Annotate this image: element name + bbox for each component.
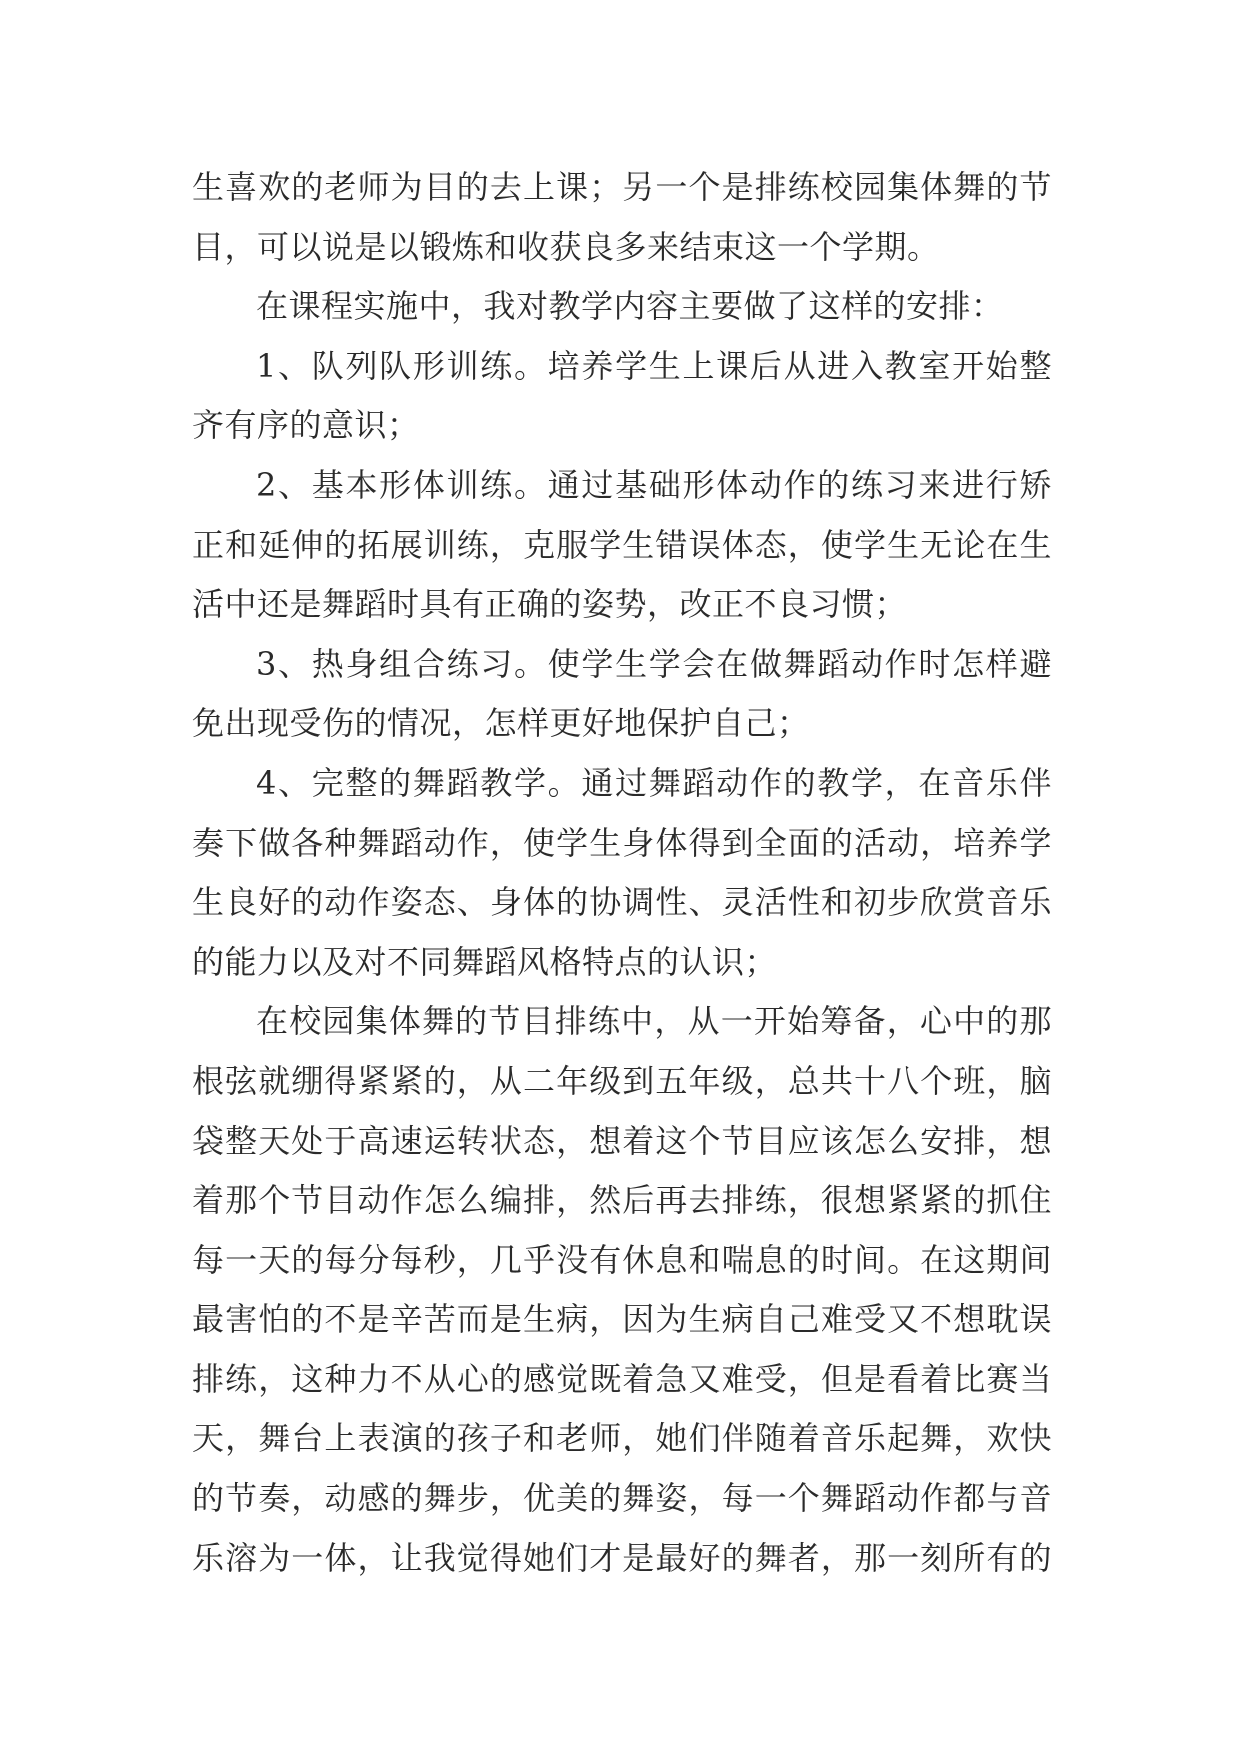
text-line: 生良好的动作姿态、身体的协调性、灵活性和初步欣赏音乐 (192, 883, 1052, 922)
text-line: 4、完整的舞蹈教学。通过舞蹈动作的教学，在音乐伴 (256, 763, 1052, 802)
text-line: 排练，这种力不从心的感觉既着急又难受，但是看着比赛当 (192, 1359, 1052, 1398)
text-line: 1、队列队形训练。培养学生上课后从进入教室开始整 (256, 346, 1052, 385)
text-line: 在课程实施中，我对教学内容主要做了这样的安排： (256, 287, 1004, 326)
text-line: 生喜欢的老师为目的去上课；另一个是排练校园集体舞的节 (192, 168, 1052, 206)
text-line: 着那个节目动作怎么编排，然后再去排练，很想紧紧的抓住 (192, 1181, 1052, 1220)
text-line: 活中还是舞蹈时具有正确的姿势，改正不良习惯； (192, 585, 908, 624)
text-line: 目，可以说是以锻炼和收获良多来结束这一个学期。 (192, 227, 940, 266)
text-line: 的能力以及对不同舞蹈风格特点的认识； (192, 942, 778, 981)
text-line: 每一天的每分每秒，几乎没有休息和喘息的时间。在这期间 (192, 1240, 1052, 1279)
text-line: 齐有序的意识； (192, 406, 420, 445)
text-line: 3、热身组合练习。使学生学会在做舞蹈动作时怎样避 (256, 644, 1052, 683)
text-line: 根弦就绷得紧紧的，从二年级到五年级，总共十八个班，脑 (192, 1061, 1052, 1100)
text-line: 奏下做各种舞蹈动作，使学生身体得到全面的活动，培养学 (192, 823, 1052, 862)
text-line: 乐溶为一体，让我觉得她们才是最好的舞者，那一刻所有的 (192, 1538, 1052, 1577)
text-line: 的节奏，动感的舞步，优美的舞姿，每一个舞蹈动作都与音 (192, 1479, 1052, 1518)
text-line: 天，舞台上表演的孩子和老师，她们伴随着音乐起舞，欢快 (192, 1419, 1052, 1458)
text-line: 在校园集体舞的节目排练中，从一开始筹备，心中的那 (256, 1002, 1052, 1041)
text-line: 2、基本形体训练。通过基础形体动作的练习来进行矫 (256, 465, 1052, 504)
text-line: 袋整天处于高速运转状态，想着这个节目应该怎么安排，想 (192, 1121, 1052, 1160)
text-line: 最害怕的不是辛苦而是生病，因为生病自己难受又不想耽误 (192, 1300, 1052, 1339)
text-line: 正和延伸的拓展训练，克服学生错误体态，使学生无论在生 (192, 525, 1052, 564)
document-body (192, 158, 1052, 1588)
text-line: 免出现受伤的情况，怎样更好地保护自己； (192, 704, 810, 743)
